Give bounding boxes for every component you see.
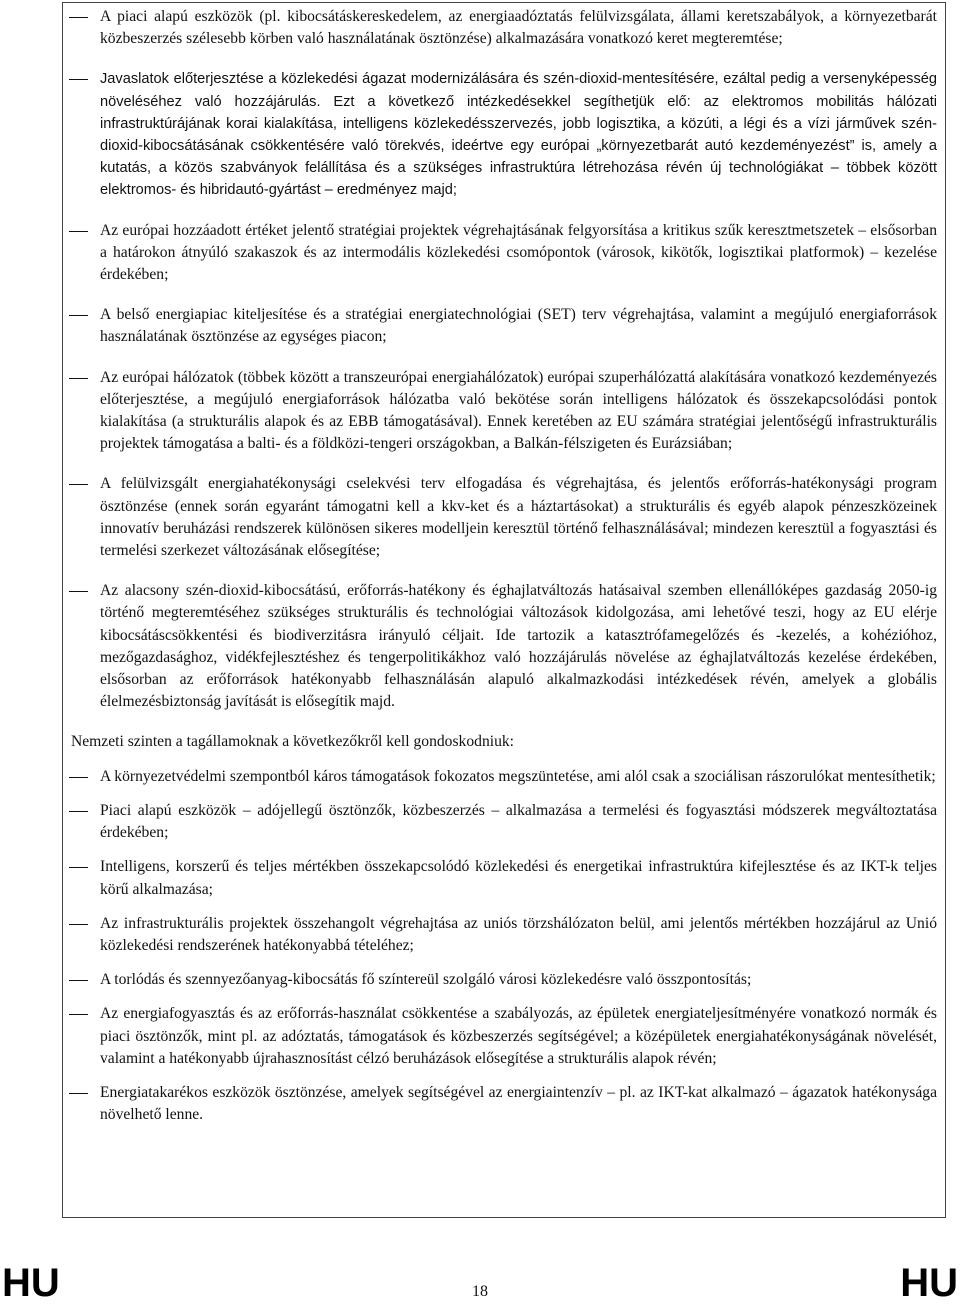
list-item-text: A felülvizsgált energiahatékonysági cselekvési terv elfogadása és végrehajtása, és jelentős erőforrás-hatékonysági program ösztönzése (ennek során egyaránt támogatni kell a kkv-ket és a háztartásokat) a strukturális és egyéb alapok pénzeszközeinek innovatív beruházási rendszerek különösen sikeres modelljein keresztül történő felhasználásával; mindezen keresztül a fogyasztási és termelési szerkezet változásának elősegítése; [100, 475, 937, 560]
list-item-text: A belső energiapiac kiteljesítése és a stratégiai energiatechnológiai (SET) terv végrehajtása, valamint a megújuló energiaforrások használatának ösztönzése az egységes piacon; [100, 306, 937, 346]
list-item [71, 580, 937, 713]
list-item-text: A környezetvédelmi szempontból káros támogatások fokozatos megszüntetése, ami alól csak a szociálisan rászorulókat mentesíthetik; [100, 767, 936, 785]
list-item [71, 969, 937, 991]
list-item-text: Az európai hálózatok (többek között a transzeurópai energiahálózatok) európai szuperhálózattá alakítására vonatkozó kezdeményezés előterjesztése, a megújuló energiaforrások hálózatba való bekötése során intelligens hálózatok és összekapcsolódási pontok kialakítása (a strukturális alapok és az EBB támogatásával). Ennek keretében az EU számára stratégiai jelentőségű infrastrukturális projektek támogatása a balti- és a földközi-tengeri országokban, a Balkán-félszigeten és Eurázsiában; [100, 368, 937, 453]
list-item-text: Az infrastrukturális projektek összehangolt végrehajtása az uniós törzshálózaton belül, ami jelentős mértékben hozzájárul az Unió közlekedési rendszerének hatékonyabbá tételéhez; [100, 914, 937, 954]
list-item-text: Energiatakarékos eszközök ösztönzése, amelyek segítségével az energiaintenzív ‒ pl. az IKT-kat alkalmazó ‒ ágazatok hatékonysága növelhető lenne. [100, 1083, 937, 1124]
list-item-text: A torlódás és szennyezőanyag-kibocsátás fő színtereül szolgáló városi közlekedésre való összpontosítás; [100, 971, 752, 989]
list-item [71, 856, 937, 900]
national-intro-paragraph: Nemzeti szinten a tagállamoknak a következőkről kell gondoskodniuk: [71, 733, 514, 751]
page-number: 18 [472, 1283, 488, 1300]
list-item-text: Az alacsony szén-dioxid-kibocsátású, erőforrás-hatékony és éghajlatváltozás hatásaival szemben ellenállóképes gazdaság 2050-ig történő megteremtéséhez szükséges strukturális és technológiai változások kidolgozása, ami lehetővé teszi, hogy az EU elérje kibocsátáscsökkentési és biodiverzitásra irányuló céljait. Ide tartozik a katasztrófamegelőzés és -kezelés, a kohézióhoz, mezőgazdasághoz, vidékfejlesztéshez és tengerpolitikákhoz való hozzájárulás növelése az éghajlatváltozás kezelése érdekében, elsősorban az erőforrások hatékonyabb felhasználásán alapuló alkalmazkodási intézkedések révén, amelyek a globális élelmezésbiztonság javítását is elősegítik majd. [100, 582, 937, 711]
language-code-left: HU [2, 1261, 60, 1305]
list-item [71, 1082, 937, 1126]
list-item [71, 1003, 937, 1070]
list-item [71, 304, 937, 348]
list-item-text: Az energiafogyasztás és az erőforrás-használat csökkentése a szabályozás, az épületek energiateljesítményére vonatkozó normák és piaci ösztönzők, mint pl. az adóztatás, támogatások és közbeszerzés segítségével; a középületek energiahatékonyságának növelését, valamint a hatékonyabb újrahasznosítást célzó beruházások elősegítése a strukturális alapok révén; [100, 1005, 937, 1067]
list-item [71, 800, 937, 844]
list-item [71, 6, 937, 50]
list-item-text: Az európai hozzáadott értéket jelentő stratégiai projektek végrehajtásának felgyorsítása a kritikus szűk keresztmetszetek ‒ elsősorban a határokon átnyúló szakaszok és az intermodális közlekedési csomópontok (városok, kikötők, logisztikai platformok) ‒ kezelése érdekében; [100, 221, 937, 284]
list-item-text: Piaci alapú eszközök ‒ adójellegű ösztönzők, közbeszerzés ‒ alkalmazása a termelési és fogyasztási módszerek megváltoztatása érdekében; [100, 801, 937, 842]
list-item [71, 473, 937, 562]
list-item-text: Javaslatok előterjesztése a közlekedési ágazat modernizálására és szén-dioxid-mentesítésére, ezáltal pedig a versenyképesség növeléséhez való hozzájárulás. Ezt a következő intézkedésekkel segíthetjük elő: az elektromos mobilitás hálózati infrastruktúrájának korai kialakítása, intelligens közlekedésszervezés, jobb logisztika, a közúti, a légi és a vízi járművek szén-dioxid-kibocsátásának csökkentésére való törekvés, ideértve egy európai „környezetbarát autó kezdeményezést” is, amely a kutatás, a közös szabványok felállítása és a szükséges infrastruktúra létrehozása révén új technológiákat ‒ többek között elektromos- és hibridautó-gyártást ‒ eredményez majd; [100, 71, 937, 199]
language-code-right: HU [900, 1261, 958, 1305]
list-item-text: A piaci alapú eszközök (pl. kibocsátáskereskedelem, az energiaadóztatás felülvizsgálata, állami keretszabályok, a környezetbarát közbeszerzés szélesebb körben való használatának ösztönzése) alkalmazására vonatkozó keret megteremtése; [100, 8, 937, 48]
list-item [71, 766, 937, 788]
list-item [71, 68, 937, 201]
list-item [71, 220, 937, 287]
list-item [71, 367, 937, 456]
document-frame [62, 2, 946, 1218]
list-item-text: Intelligens, korszerű és teljes mértékben összekapcsolódó közlekedési és energetikai infrastruktúra kifejlesztése és az IKT-k teljes körű alkalmazása; [100, 858, 937, 898]
page-footer [0, 1262, 960, 1304]
list-item [71, 913, 937, 957]
